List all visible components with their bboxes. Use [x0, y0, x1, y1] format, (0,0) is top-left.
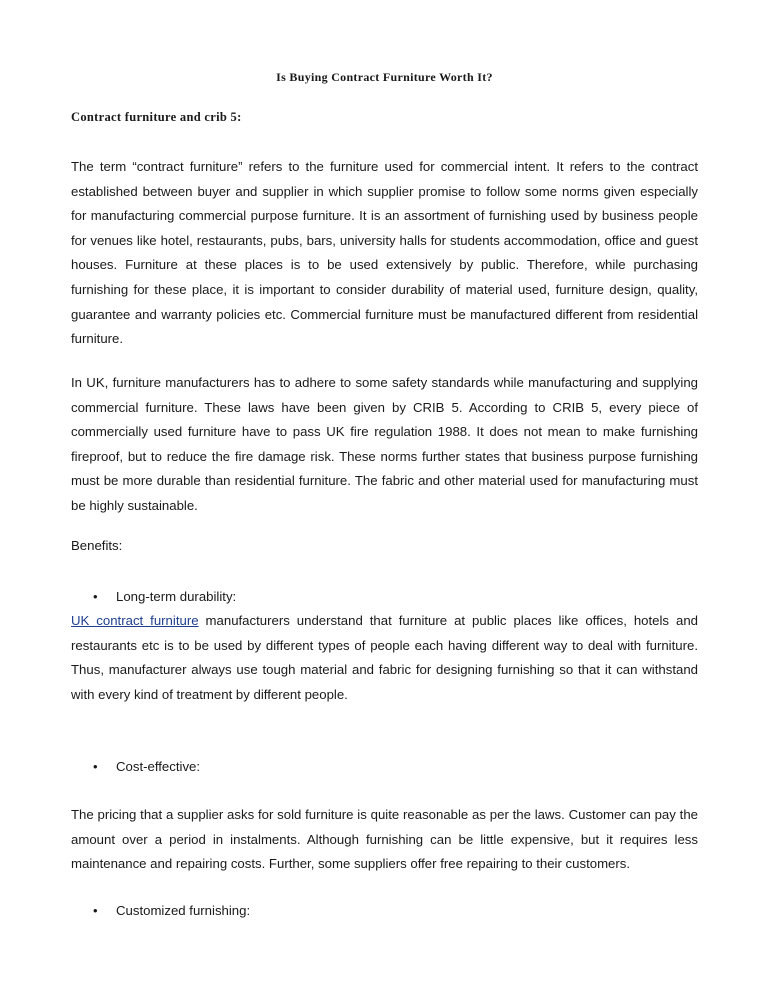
section-heading: Contract furniture and crib 5:	[71, 110, 242, 124]
paragraph-pricing: The pricing that a supplier asks for sold furniture is quite reasonable as per the laws. Customer can pay the amount over a period in instalments. Although furnishing can be little expensive, but it requires less maintenance and repairing costs. Further, some suppliers offer free repairing to their customers.	[71, 807, 698, 872]
paragraph-uk-standards: In UK, furniture manufacturers has to adhere to some safety standards while manufacturing and supplying commercial furniture. These laws have been given by CRIB 5. According to CRIB 5, every piece of commercially used furniture have to pass UK fire regulation 1988. It does not mean to make furnishing fireproof, but to reduce the fire damage risk. These norms further states that business purpose furnishing must be more durable than residential furniture. The fabric and other material used for manufacturing must be highly sustainable.	[71, 375, 698, 513]
document-title: Is Buying Contract Furniture Worth It?	[276, 70, 493, 84]
bullet-icon: •	[93, 759, 98, 774]
paragraph-intro: The term “contract furniture” refers to the furniture used for commercial intent. It refers to the contract established between buyer and supplier in which supplier promise to follow some norms given especially for manufacturing commercial purpose furniture. It is an assortment of furnishing used by business people for venues like hotel, restaurants, pubs, bars, university halls for students accommodation, office and guest houses. Furniture at these places is to be used extensively by public. Therefore, while purchasing furnishing for these place, it is important to consider durability of material used, furniture design, quality, guarantee and warranty policies etc. Commercial furniture must be manufactured different from residential furniture.	[71, 159, 698, 347]
bullet-label: Cost-effective:	[116, 759, 201, 774]
bullet-item-customized	[93, 903, 250, 918]
bullet-item-durability	[93, 589, 236, 604]
bullet-icon: •	[93, 589, 98, 604]
bullet-item-cost	[93, 759, 200, 774]
paragraph-durability-text: manufacturers understand that furniture at public places like offices, hotels and restaurants etc is to be used by different types of people each having different way to deal with furniture. Thus, manufacturer always use tough material and fabric for designing furnishing so that it can withstand with every kind of treatment by different people.	[71, 613, 698, 702]
uk-contract-furniture-link[interactable]: UK contract furniture	[71, 613, 199, 628]
paragraph-durability	[71, 609, 698, 707]
bullet-icon: •	[93, 903, 98, 918]
bullet-label: Long-term durability:	[116, 589, 237, 604]
bullet-label: Customized furnishing:	[116, 903, 251, 918]
benefits-label: Benefits:	[71, 538, 123, 553]
